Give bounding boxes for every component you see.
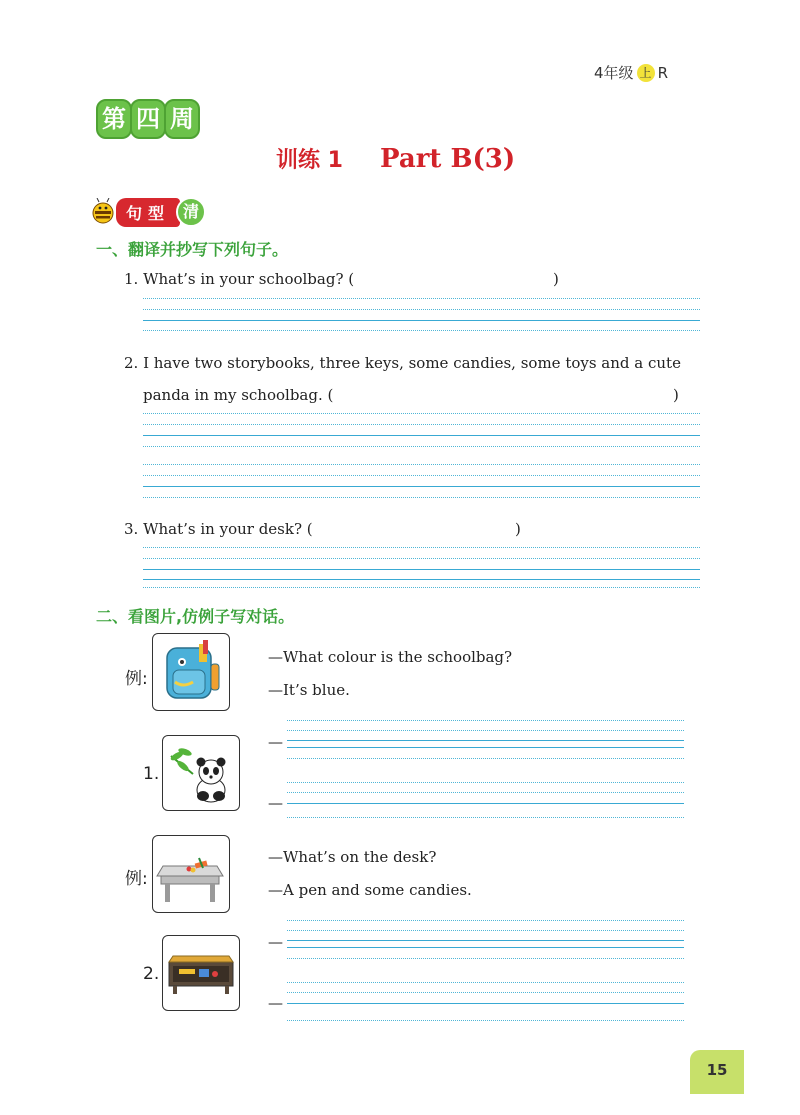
item-label: 1. [143, 764, 160, 784]
answer-dash: — [268, 933, 283, 951]
desk-picture [152, 835, 230, 913]
lesson-part: Part B(3) [380, 144, 516, 174]
answer-dash: — [268, 994, 283, 1012]
bee-icon [90, 198, 116, 226]
paren-close: ) [673, 386, 679, 404]
schoolbag-icon [153, 634, 229, 710]
paren-close: ) [553, 270, 559, 288]
example-question: —What colour is the schoolbag? [268, 648, 513, 666]
grade-label [594, 62, 668, 83]
desk-drawer-icon [163, 936, 239, 1010]
grade-text: 4年级 [594, 64, 634, 82]
writing-lines[interactable] [143, 298, 700, 330]
sentence-badge [90, 195, 206, 229]
answer-dash: — [268, 733, 283, 751]
question-2: 2. I have two storybooks, three keys, some candies, some toys and a cute [124, 354, 681, 372]
lesson-number: 训练 1 [276, 148, 343, 173]
schoolbag-picture [152, 633, 230, 711]
paren-close: ) [515, 520, 521, 538]
section2-heading: 二、看图片,仿例子写对话。 [96, 607, 295, 626]
example-answer: —A pen and some candies. [268, 881, 472, 899]
panda-icon [163, 736, 239, 810]
week-char: 四 [130, 99, 166, 139]
week-title [96, 99, 198, 139]
edition-text: R [657, 63, 668, 82]
example-label: 例: [125, 669, 148, 689]
example-question: —What’s on the desk? [268, 848, 437, 866]
writing-lines[interactable] [143, 547, 700, 587]
week-char: 周 [164, 99, 200, 139]
lesson-title [276, 143, 515, 174]
question-text: 1. What’s in your schoolbag? ( [124, 270, 355, 288]
dialog-lines[interactable] [287, 720, 684, 820]
week-char: 第 [96, 99, 132, 139]
dialog-lines[interactable] [287, 920, 684, 1022]
question-2-cont: panda in my schoolbag. ( [143, 386, 334, 404]
badge-green-circle: 清 [176, 197, 206, 227]
item-label: 2. [143, 964, 160, 984]
page-number: 15 [690, 1050, 744, 1094]
term-badge: 上 [637, 64, 655, 82]
question-1 [124, 270, 354, 288]
writing-lines[interactable] [143, 413, 700, 503]
badge-text: 句型 [116, 198, 180, 227]
answer-dash: — [268, 794, 283, 812]
section1-heading: 一、翻译并抄写下列句子。 [96, 240, 289, 259]
example-label: 例: [125, 869, 148, 889]
desk-icon [153, 836, 229, 912]
question-3: 3. What’s in your desk? ( [124, 520, 313, 538]
desk-drawer-picture [162, 935, 240, 1011]
example-answer: —It’s blue. [268, 681, 350, 699]
panda-picture [162, 735, 240, 811]
